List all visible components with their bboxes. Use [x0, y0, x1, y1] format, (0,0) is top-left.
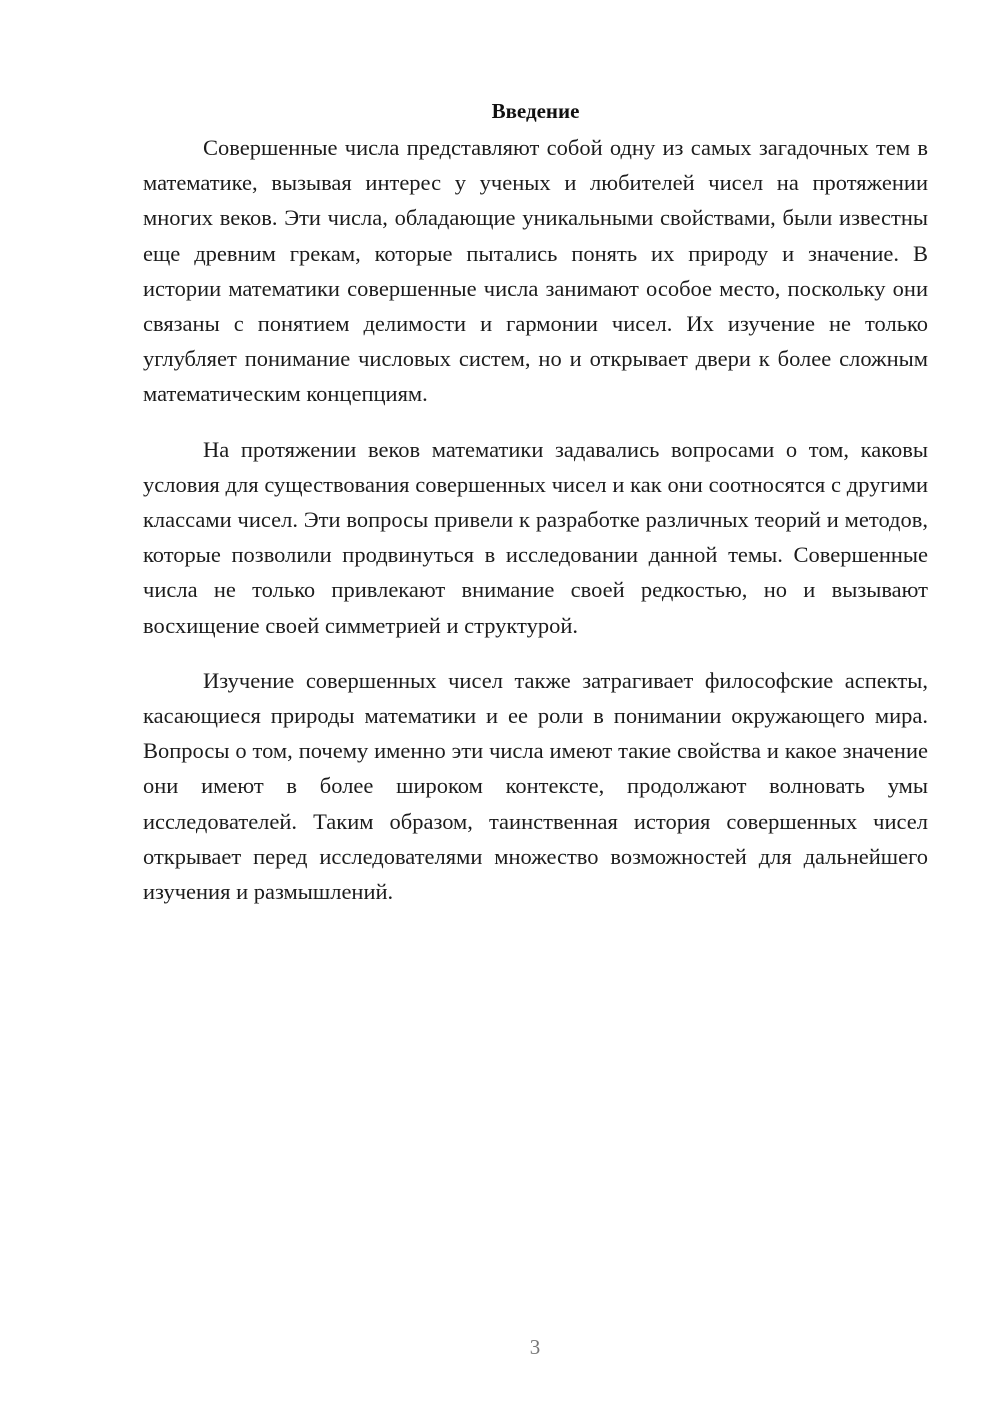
- page-number: 3: [529, 1335, 541, 1359]
- page-content: [143, 96, 928, 909]
- paragraph-1: Совершенные числа представляют собой одну из самых загадочных тем в математике, вызывая интерес у ученых и любителей чисел на протяжении многих веков. Эти числа, обладающие уникальными свойствами, были известны еще древним грекам, которые пытались понять их природу и значение. В истории математики совершенные числа занимают особое место, поскольку они связаны с понятием делимости и гармонии чисел. Их изучение не только углубляет понимание числовых систем, но и открывает двери к более сложным математическим концепциям.: [143, 135, 928, 407]
- section-heading: Введение: [491, 99, 580, 123]
- paragraph-3: Изучение совершенных чисел также затрагивает философские аспекты, касающиеся природы математики и ее роли в понимании окружающего мира. Вопросы о том, почему именно эти числа имеют такие свойства и какое значение они имеют в более широком контексте, продолжают волновать умы исследователей. Таким образом, таинственная история совершенных чисел открывает перед исследователями множество возможностей для дальнейшего изучения и размышлений.: [143, 667, 928, 905]
- paragraph-2: На протяжении веков математики задавались вопросами о том, каковы условия для существования совершенных чисел и как они соотносятся с другими классами чисел. Эти вопросы привели к разработке различных теорий и методов, которые позволили продвинуться в исследовании данной темы. Совершенные числа не только привлекают внимание своей редкостью, но и вызывают восхищение своей симметрией и структурой.: [143, 436, 928, 638]
